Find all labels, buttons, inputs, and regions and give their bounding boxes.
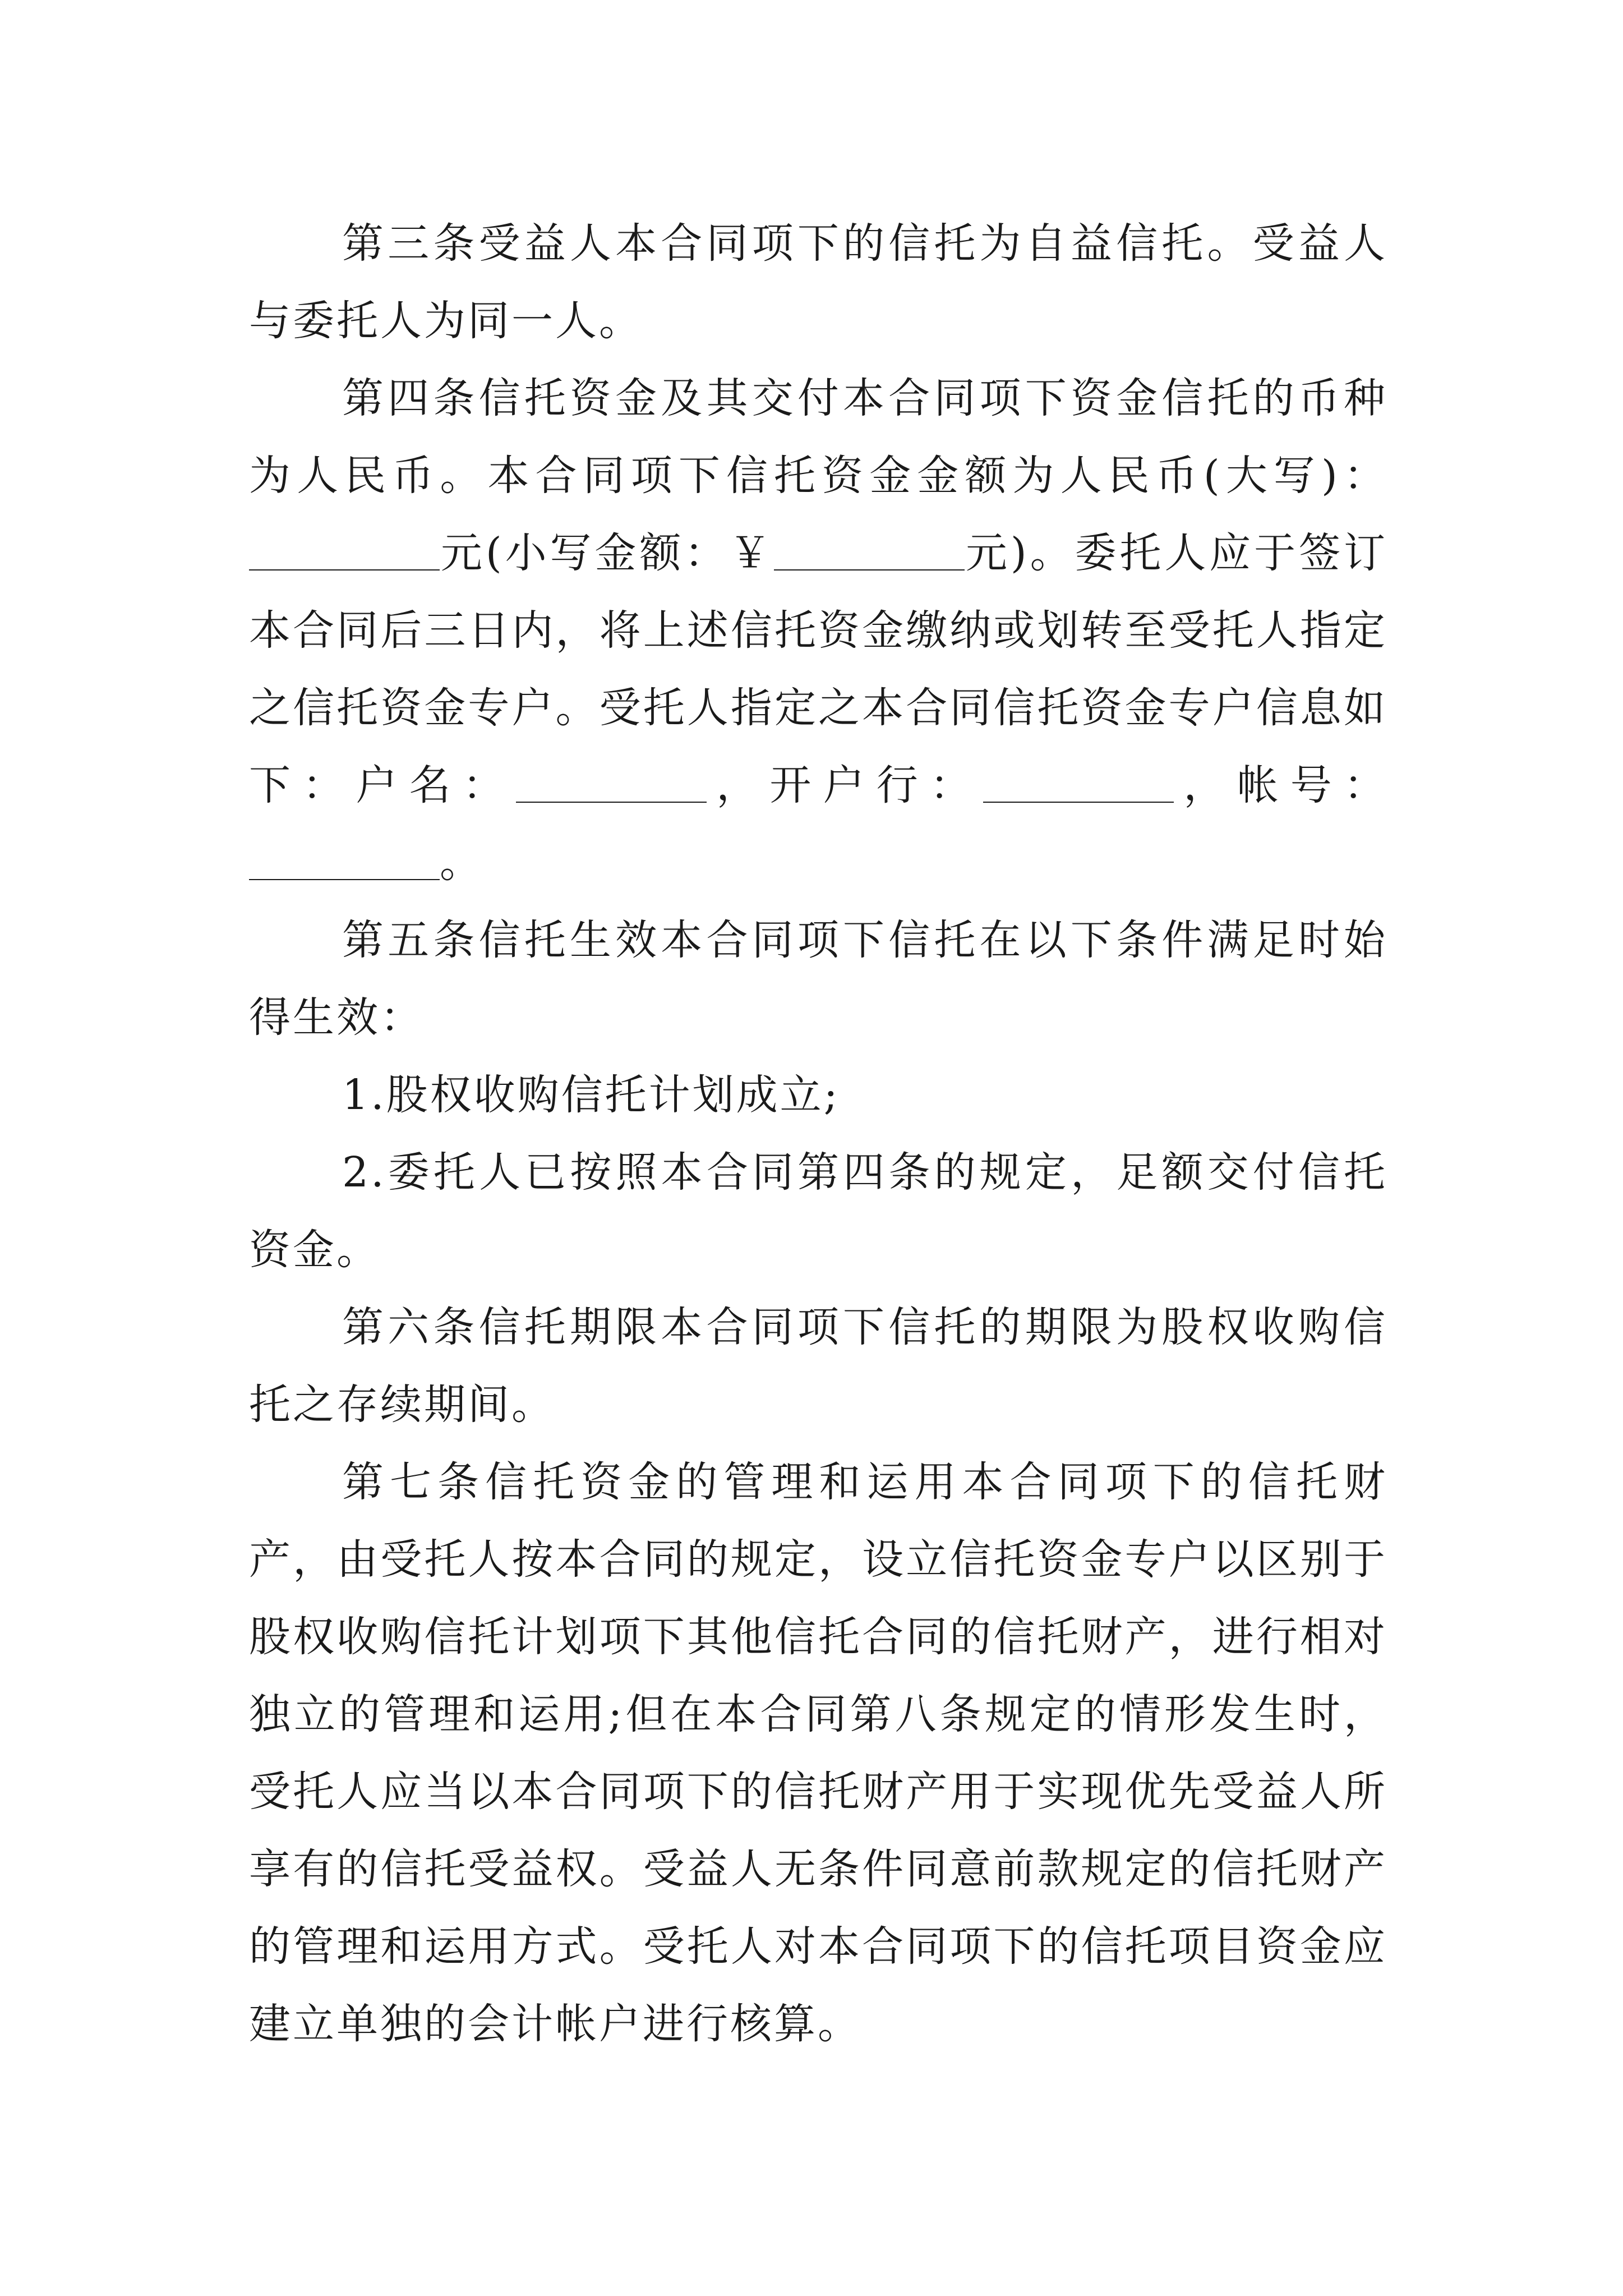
- article-5-item-1: 1.股权收购信托计划成立;: [342, 1071, 840, 1119]
- article-7-paragraph: 第七条信托资金的管理和运用本合同项下的信托财产，由受托人按本合同的规定，设立信托资金专户以区别于股权收购信托计划项下其他信托合同的信托财产，进行相对独立的管理和运用;但在本合同第八条规定的情形发生时，受托人应当以本合同项下的信托财产用于实现优先受益人所享有的信托受益权。受益人无条件同意前款规定的信托财产的管理和运用方式。受托人对本合同项下的信托项目资金应建立单独的会计帐户进行核算。: [249, 1458, 1387, 2048]
- bank-name-blank[interactable]: [983, 760, 1174, 803]
- article-4-text-4: ，开户行：: [707, 761, 984, 809]
- article-4-text-3: 元)。委托人应于签订本合同后三日内，将上述信托资金缴纳或划转至受托人指定之信托资金专户。受托人指定之本合同信托资金专户信息如下：户名：: [249, 529, 1387, 809]
- amount-in-figures-blank[interactable]: [774, 528, 965, 570]
- document-body: [249, 205, 1387, 2063]
- article-3-paragraph: 第三条受益人本合同项下的信托为自益信托。受益人与委托人为同一人。: [249, 219, 1387, 345]
- article-5-paragraph: 第五条信托生效本合同项下信托在以下条件满足时始得生效：: [249, 916, 1387, 1042]
- article-5-item-2: 2.委托人已按照本合同第四条的规定，足额交付信托资金。: [249, 1148, 1387, 1274]
- article-4-text-1: 第四条信托资金及其交付本合同项下资金信托的币种为人民币。本合同项下信托资金金额为人民币(大写)：: [249, 374, 1387, 500]
- amount-in-words-blank[interactable]: [249, 528, 440, 570]
- article-4-text-5: ，帐号：: [1174, 761, 1388, 809]
- article-4-paragraph: [249, 360, 1387, 901]
- account-name-blank[interactable]: [516, 760, 707, 803]
- article-4-text-2: 元(小写金额：￥: [440, 529, 774, 577]
- article-6-paragraph: 第六条信托期限本合同项下信托的期限为股权收购信托之存续期间。: [249, 1303, 1387, 1429]
- account-number-blank[interactable]: [249, 838, 440, 880]
- article-4-text-6: 。: [440, 839, 483, 887]
